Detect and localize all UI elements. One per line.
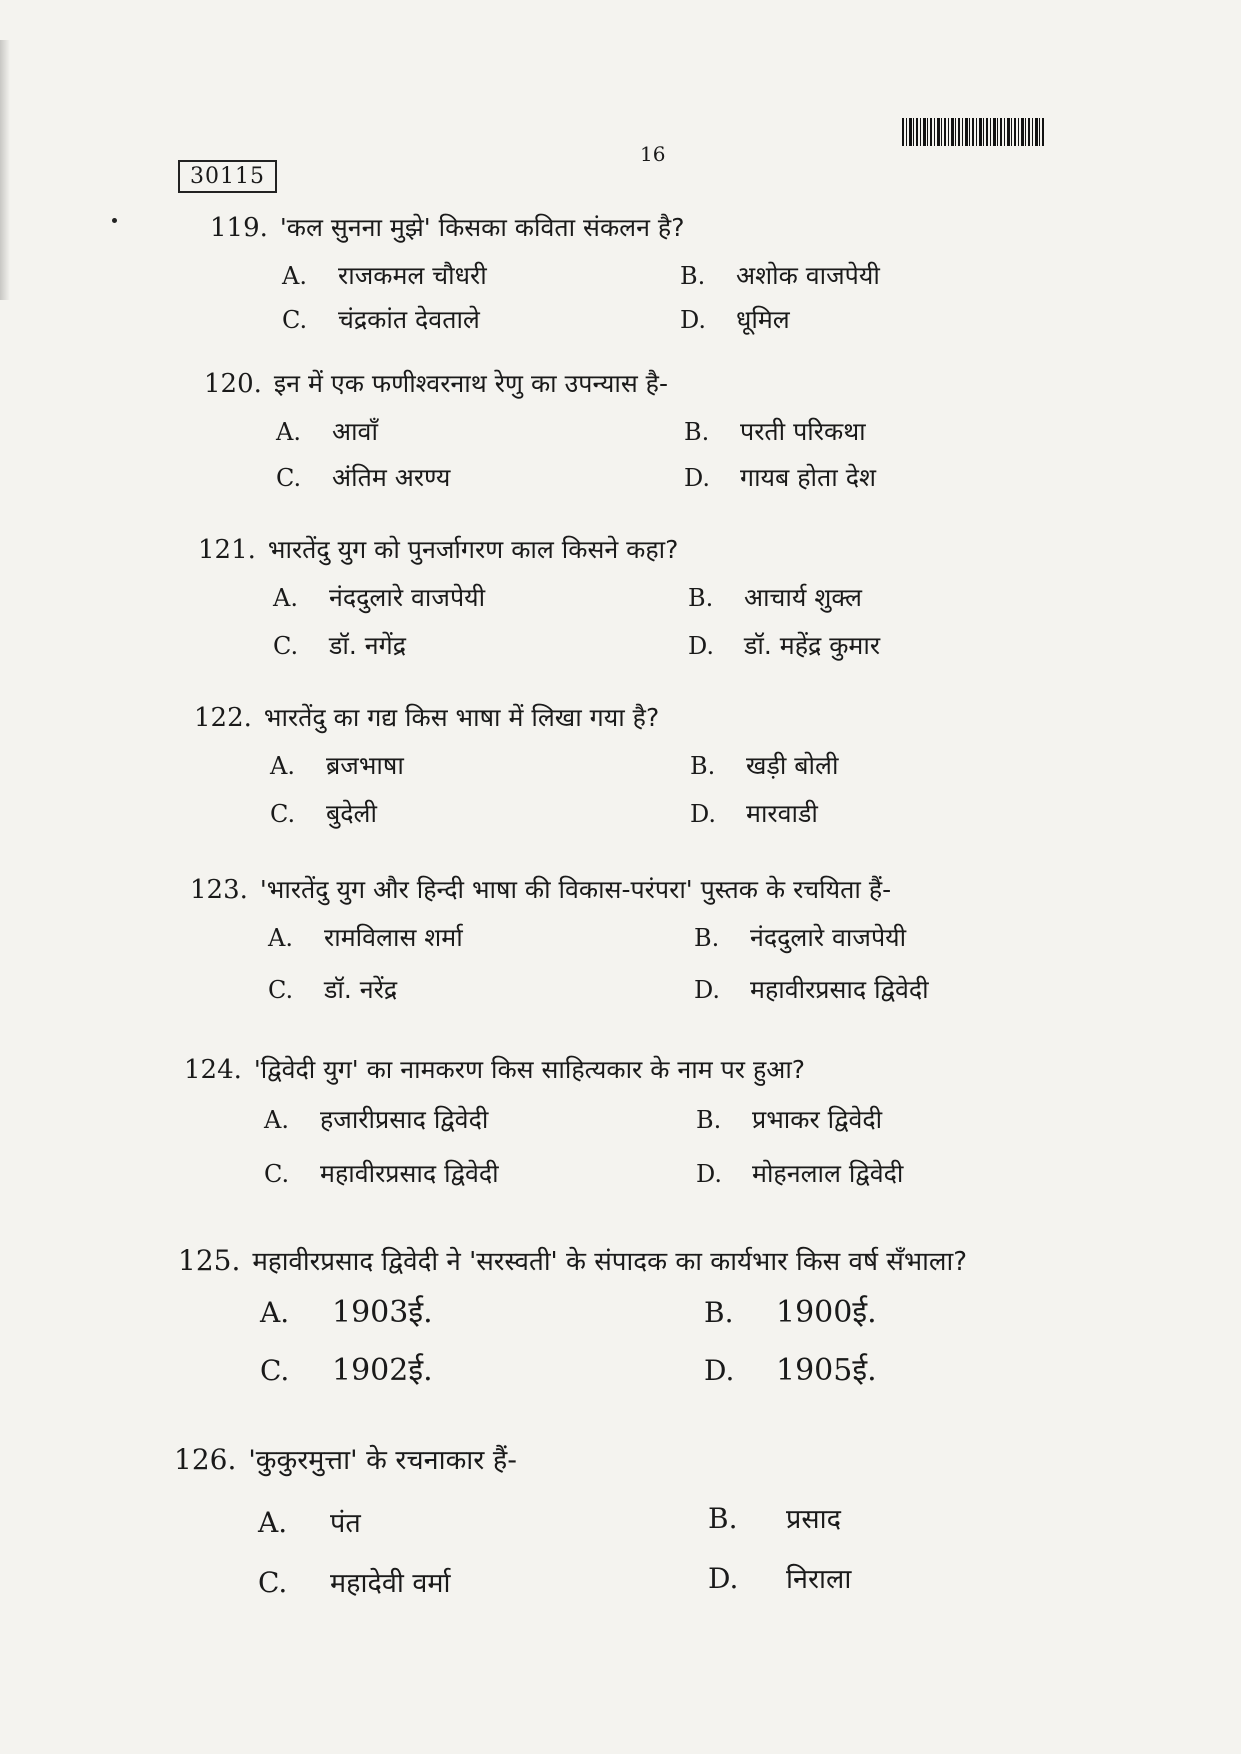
option-d: D. मोहनलाल द्विवेदी: [696, 1159, 904, 1188]
question-text: भारतेंदु युग को पुनर्जागरण काल किसने कहा?: [267, 535, 679, 564]
option-a: A. 1903ई.: [260, 1295, 433, 1330]
option-b: B. 1900ई.: [704, 1295, 877, 1330]
option-d: D. महावीरप्रसाद द्विवेदी: [694, 975, 929, 1004]
option-b: B. अशोक वाजपेयी: [680, 261, 880, 290]
question-number: 121.: [198, 535, 256, 565]
question-number: 124.: [184, 1055, 242, 1085]
question-122: [194, 700, 839, 834]
option-d: D. डॉ. महेंद्र कुमार: [688, 631, 881, 660]
option-b: B. प्रसाद: [708, 1502, 841, 1535]
option-d: D. निराला: [708, 1562, 852, 1595]
question-text: महावीरप्रसाद द्विवेदी ने 'सरस्वती' के संपादक का कार्यभार किस वर्ष सँभाला?: [252, 1247, 968, 1277]
option-d: D. 1905ई.: [704, 1353, 877, 1388]
barcode-icon: [902, 118, 1044, 146]
option-c: C. चंद्रकांत देवताले: [282, 305, 480, 334]
option-c: C. महावीरप्रसाद द्विवेदी: [264, 1159, 499, 1188]
question-number: 119.: [210, 213, 268, 243]
option-a: A. हजारीप्रसाद द्विवेदी: [264, 1105, 489, 1134]
option-a: A. राजकमल चौधरी: [282, 261, 487, 290]
question-number: 126.: [174, 1443, 237, 1476]
option-a: A. पंत: [258, 1506, 361, 1539]
margin-dot: [112, 218, 117, 223]
question-text: 'द्विवेदी युग' का नामकरण किस साहित्यकार के नाम पर हुआ?: [253, 1055, 806, 1084]
question-number: 122.: [194, 703, 252, 733]
option-a: A. रामविलास शर्मा: [268, 923, 463, 952]
scan-shadow: [0, 40, 10, 300]
question-125: [178, 1242, 968, 1388]
option-b: B. परती परिकथा: [684, 417, 866, 446]
option-c: C. महादेवी वर्मा: [258, 1566, 451, 1599]
question-text: इन में एक फणीश्वरनाथ रेणु का उपन्यास है-: [273, 369, 668, 398]
option-b: B. नंददुलारे वाजपेयी: [694, 923, 907, 952]
question-number: 120.: [204, 369, 262, 399]
option-a: A. नंददुलारे वाजपेयी: [273, 583, 486, 612]
option-b: B. खड़ी बोली: [690, 751, 839, 780]
question-text: 'कुकुरमुत्ता' के रचनाकार हैं-: [248, 1445, 518, 1476]
option-c: C. 1902ई.: [260, 1353, 433, 1388]
option-c: C. डॉ. नगेंद्र: [273, 631, 406, 660]
option-c: C. बुदेली: [270, 799, 377, 828]
question-123: [190, 872, 929, 1006]
option-c: C. डॉ. नरेंद्र: [268, 975, 398, 1004]
option-a: A. ब्रजभाषा: [270, 751, 404, 780]
option-d: D. मारवाडी: [690, 799, 818, 828]
question-text: 'भारतेंदु युग और हिन्दी भाषा की विकास-परंपरा' पुस्तक के रचयिता हैं-: [259, 875, 892, 904]
option-b: B. प्रभाकर द्विवेदी: [696, 1105, 883, 1134]
question-number: 125.: [178, 1244, 241, 1277]
question-121: [198, 532, 881, 666]
question-120: [204, 366, 876, 500]
paper-code: 30115: [178, 160, 277, 193]
question-text: भारतेंदु का गद्य किस भाषा में लिखा गया है?: [263, 703, 660, 732]
question-126: [174, 1440, 852, 1599]
option-d: D. गायब होता देश: [684, 463, 876, 492]
option-d: D. धूमिल: [680, 305, 790, 334]
question-text: 'कल सुनना मुझे' किसका कविता संकलन है?: [279, 213, 685, 242]
question-number: 123.: [190, 875, 248, 905]
question-119: [210, 210, 880, 344]
option-b: B. आचार्य शुक्ल: [688, 583, 862, 612]
option-a: A. आवाँ: [276, 417, 378, 446]
option-c: C. अंतिम अरण्य: [276, 463, 451, 492]
question-124: [184, 1052, 904, 1188]
page-number: 16: [640, 142, 666, 166]
